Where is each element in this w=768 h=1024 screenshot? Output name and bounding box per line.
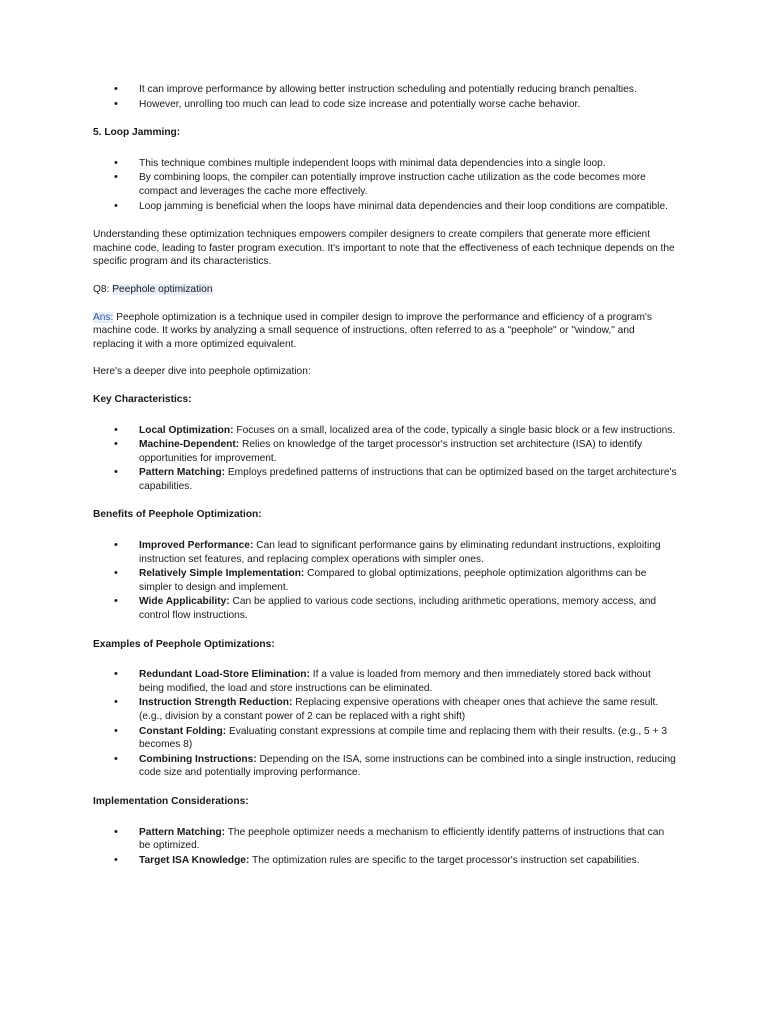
answer-label: Ans: (93, 311, 114, 323)
list-item: • By combining loops, the compiler can potentially improve instruction cache utilization as the code becomes more compact and leverages the cache more effectively. (93, 171, 678, 198)
list-item-desc: Compared to global optimizations, peephole optimization algorithms can be simpler to design and implement. (139, 568, 647, 593)
list-item-term: Redundant Load-Store Elimination: (139, 669, 310, 681)
list-item (93, 826, 678, 853)
list-item-term: Instruction Strength Reduction: (139, 697, 293, 709)
benefits-list (93, 539, 678, 623)
summary-paragraph: Understanding these optimization techniques empowers compiler designers to create compilers that generate more efficient machine code, leading to faster program execution. It's important to note that the effectiveness of each technique depends on the specific program and its characteristics. (93, 229, 675, 268)
list-item (93, 668, 678, 695)
benefits-heading: Benefits of Peephole Optimization: (93, 509, 262, 521)
list-item-term: Wide Applicability: (139, 596, 230, 608)
list-item-term: Pattern Matching: (139, 467, 226, 479)
list-item-desc: Focuses on a small, localized area of the code, typically a single basic block or a few instructions. (233, 424, 676, 436)
question-title: Peephole optimization (112, 283, 213, 295)
list-item-desc: Can be applied to various code sections, including arithmetic operations, memory access, and control flow instructions. (139, 596, 657, 622)
loop-jamming-bullet-list (93, 157, 678, 213)
list-item: • This technique combines multiple independent loops with minimal data dependencies into a single loop. (93, 157, 678, 171)
list-item-desc: Relies on knowledge of the target processor's instruction set architecture (ISA) to identify opportunities for improvement. (139, 439, 643, 464)
list-item-desc: The optimization rules are specific to the target processor's instruction set capabilities. (249, 854, 640, 866)
list-item (93, 696, 678, 723)
examples-list (93, 668, 678, 780)
list-item-term: Improved Performance: (139, 540, 254, 552)
implementation-list (93, 826, 678, 868)
list-item-desc: Can lead to significant performance gains by eliminating redundant instructions, exploiting instruction set features, and replacing complex operations with simpler ones. (139, 540, 661, 565)
key-characteristics-heading: Key Characteristics: (93, 393, 192, 405)
question-line (93, 283, 678, 297)
unrolling-bullet-list (93, 83, 678, 111)
list-item-desc: Depending on the ISA, some instructions can be combined into a single instruction, reducing code size and potentially improving performance. (139, 753, 676, 779)
loop-jamming-heading: 5. Loop Jamming: (93, 127, 181, 139)
list-item-desc: Employs predefined patterns of instructions that can be optimized based on the target architecture's capabilities. (139, 467, 677, 492)
implementation-heading: Implementation Considerations: (93, 795, 249, 807)
list-item-desc: Evaluating constant expressions at compile time and replacing them with their results. (e.g., 5 + 3 becomes 8) (139, 725, 667, 751)
list-item-term: Constant Folding: (139, 725, 227, 737)
list-item (93, 438, 678, 465)
question-label: Q8: (93, 283, 113, 295)
list-item (93, 854, 678, 868)
list-item (93, 424, 678, 438)
list-item: • Loop jamming is beneficial when the loops have minimal data dependencies and their loop conditions are compatible. (93, 200, 678, 214)
answer-text: Peephole optimization is a technique used in compiler design to improve the performance and efficiency of a program's machine code. It works by analyzing a small sequence of instructions, often referred to as a "peephole" or "window," and replacing it with a more optimized equivalent. (93, 311, 652, 350)
list-item (93, 466, 678, 493)
answer-paragraph (93, 311, 678, 352)
list-item (93, 595, 678, 622)
list-item: • However, unrolling too much can lead to code size increase and potentially worse cache behavior. (93, 98, 678, 112)
list-item (93, 539, 678, 566)
examples-heading: Examples of Peephole Optimizations: (93, 638, 275, 650)
list-item (93, 567, 678, 594)
list-item-term: Relatively Simple Implementation: (139, 568, 305, 580)
list-item (93, 725, 678, 752)
list-item-term: Local Optimization: (139, 424, 234, 436)
list-item-desc: Replacing expensive operations with cheaper ones that achieve the same result. (e.g., division by a constant power of 2 can be replaced with a right shift) (139, 697, 659, 722)
list-item: • It can improve performance by allowing better instruction scheduling and potentially reducing branch penalties. (93, 83, 678, 97)
list-item-desc: The peephole optimizer needs a mechanism to efficiently identify patterns of instructions that can be optimized. (139, 826, 665, 852)
list-item-term: Combining Instructions: (139, 753, 257, 765)
intro-line: Here's a deeper dive into peephole optimization: (93, 366, 311, 378)
key-characteristics-list (93, 424, 678, 494)
list-item-desc: If a value is loaded from memory and then immediately stored back without being modified, the load and store instructions can be eliminated. (139, 669, 651, 694)
list-item-term: Machine-Dependent: (139, 439, 240, 451)
list-item-term: Pattern Matching: (139, 826, 226, 838)
list-item (93, 753, 678, 780)
list-item-term: Target ISA Knowledge: (139, 854, 250, 866)
